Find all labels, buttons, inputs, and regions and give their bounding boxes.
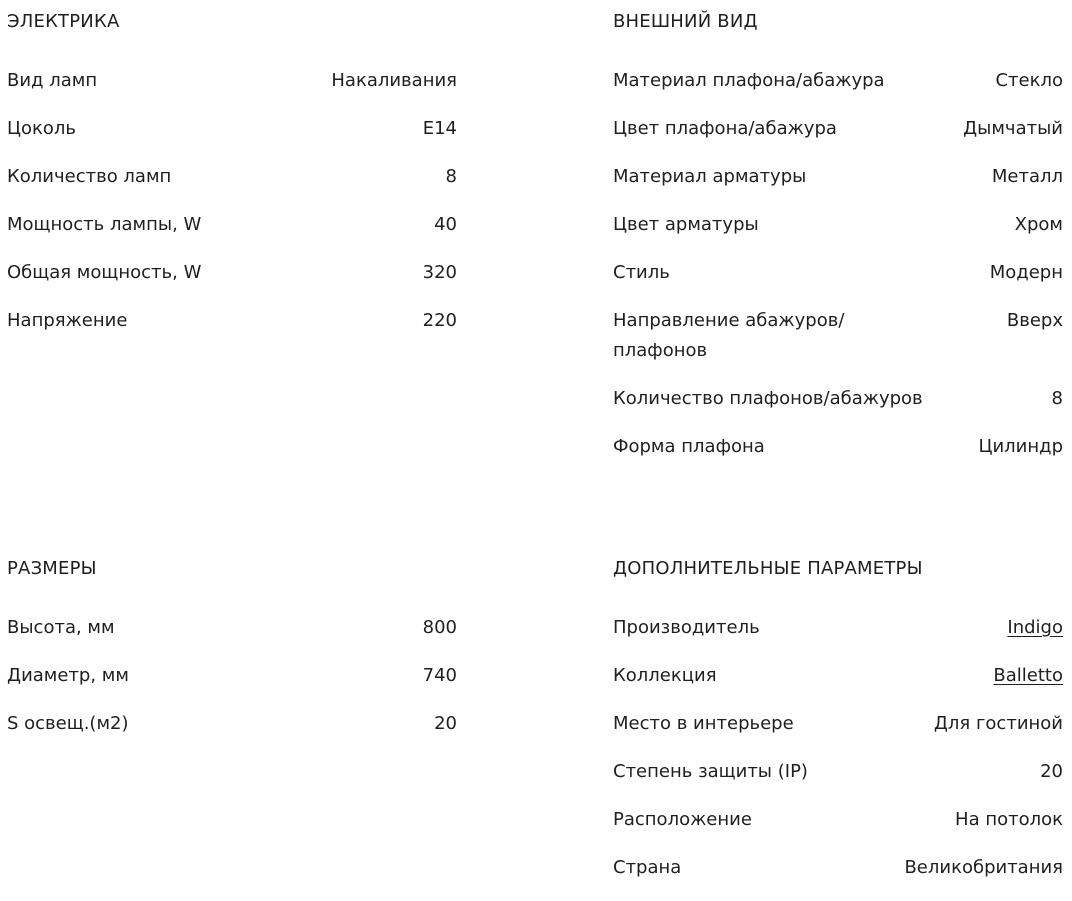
spec-value: 220	[422, 310, 457, 331]
spec-label: Степень защиты (IP)	[613, 761, 808, 782]
spec-value: Великобритания	[904, 857, 1063, 878]
spec-row-country	[613, 853, 1063, 883]
spec-value: Металл	[991, 166, 1063, 187]
spec-label: Место в интерьере	[613, 713, 794, 734]
spec-value	[981, 661, 1063, 691]
spec-row-light-area	[7, 709, 457, 739]
sizes-title: РАЗМЕРЫ	[7, 558, 97, 579]
electrics-title: ЭЛЕКТРИКА	[7, 11, 120, 32]
spec-value: 320	[422, 262, 457, 283]
spec-row-ip-rating	[613, 757, 1063, 787]
spec-value: 800	[422, 617, 457, 638]
spec-row-shade-color	[613, 114, 1063, 144]
spec-row-voltage	[7, 306, 457, 336]
spec-row-interior-place	[613, 709, 1063, 739]
extra-list	[613, 613, 1063, 883]
spec-label: Направление абажуров/ плафонов	[613, 310, 845, 361]
extra-title: ДОПОЛНИТЕЛЬНЫЕ ПАРАМЕТРЫ	[613, 558, 923, 579]
spec-value: Дымчатый	[963, 118, 1063, 139]
spec-row-height	[7, 613, 457, 643]
spec-label: Страна	[613, 857, 682, 878]
spec-label: Мощность лампы, W	[7, 214, 202, 235]
spec-label: Стиль	[613, 262, 670, 283]
spec-row-total-power	[7, 258, 457, 288]
spec-label: Расположение	[613, 809, 752, 830]
spec-row-shade-direction	[613, 306, 1063, 366]
spec-value: Вверх	[1006, 310, 1063, 331]
spec-value: 8	[445, 166, 457, 187]
spec-row-frame-material	[613, 162, 1063, 192]
spec-label: Количество ламп	[7, 166, 172, 187]
spec-value: 8	[1051, 388, 1063, 409]
appearance-section	[613, 10, 1063, 480]
spec-row-style	[613, 258, 1063, 288]
spec-label: Цвет плафона/абажура	[613, 118, 837, 139]
spec-label: Материал арматуры	[613, 166, 807, 187]
spec-value: Накаливания	[331, 70, 457, 91]
spec-label: Диаметр, мм	[7, 665, 129, 686]
spec-value	[995, 613, 1063, 643]
spec-row-shade-material	[613, 66, 1063, 96]
spec-row-collection	[613, 661, 1063, 691]
spec-row-lamp-count	[7, 162, 457, 192]
spec-label: Высота, мм	[7, 617, 115, 638]
spec-row-manufacturer	[613, 613, 1063, 643]
manufacturer-link[interactable]: Indigo	[1007, 617, 1063, 638]
spec-label: Количество плафонов/абажуров	[613, 388, 923, 409]
spec-label: Форма плафона	[613, 436, 765, 457]
spec-value: Модерн	[989, 262, 1063, 283]
spec-row-lamp-type	[7, 66, 457, 96]
spec-value: 20	[1040, 761, 1063, 782]
spec-label: Общая мощность, W	[7, 262, 202, 283]
spec-label: Напряжение	[7, 310, 128, 331]
spec-row-socket	[7, 114, 457, 144]
spec-label: Коллекция	[613, 665, 717, 686]
sizes-section	[7, 557, 457, 757]
spec-row-shade-shape	[613, 432, 1063, 462]
spec-value: 740	[422, 665, 457, 686]
collection-link[interactable]: Balletto	[993, 665, 1063, 686]
spec-row-shade-count	[613, 384, 1063, 414]
electrics-list	[7, 66, 457, 336]
appearance-title: ВНЕШНИЙ ВИД	[613, 11, 758, 32]
sizes-list	[7, 613, 457, 739]
spec-value: E14	[422, 118, 457, 139]
spec-label: Вид ламп	[7, 70, 98, 91]
spec-value: Для гостиной	[933, 713, 1063, 734]
electrics-section	[7, 10, 457, 354]
spec-value: Хром	[1014, 214, 1063, 235]
spec-value: Стекло	[995, 70, 1063, 91]
spec-label: S освещ.(м2)	[7, 713, 129, 734]
spec-row-placement	[613, 805, 1063, 835]
spec-row-diameter	[7, 661, 457, 691]
spec-value: На потолок	[955, 809, 1063, 830]
spec-value: Цилиндр	[978, 436, 1063, 457]
spec-label: Цвет арматуры	[613, 214, 759, 235]
spec-value: 40	[434, 214, 457, 235]
spec-label: Материал плафона/абажура	[613, 70, 885, 91]
appearance-list	[613, 66, 1063, 462]
spec-label: Цоколь	[7, 118, 76, 139]
spec-row-frame-color	[613, 210, 1063, 240]
spec-row-lamp-power	[7, 210, 457, 240]
extra-section	[613, 557, 1063, 901]
spec-value: 20	[434, 713, 457, 734]
spec-label: Производитель	[613, 617, 760, 638]
